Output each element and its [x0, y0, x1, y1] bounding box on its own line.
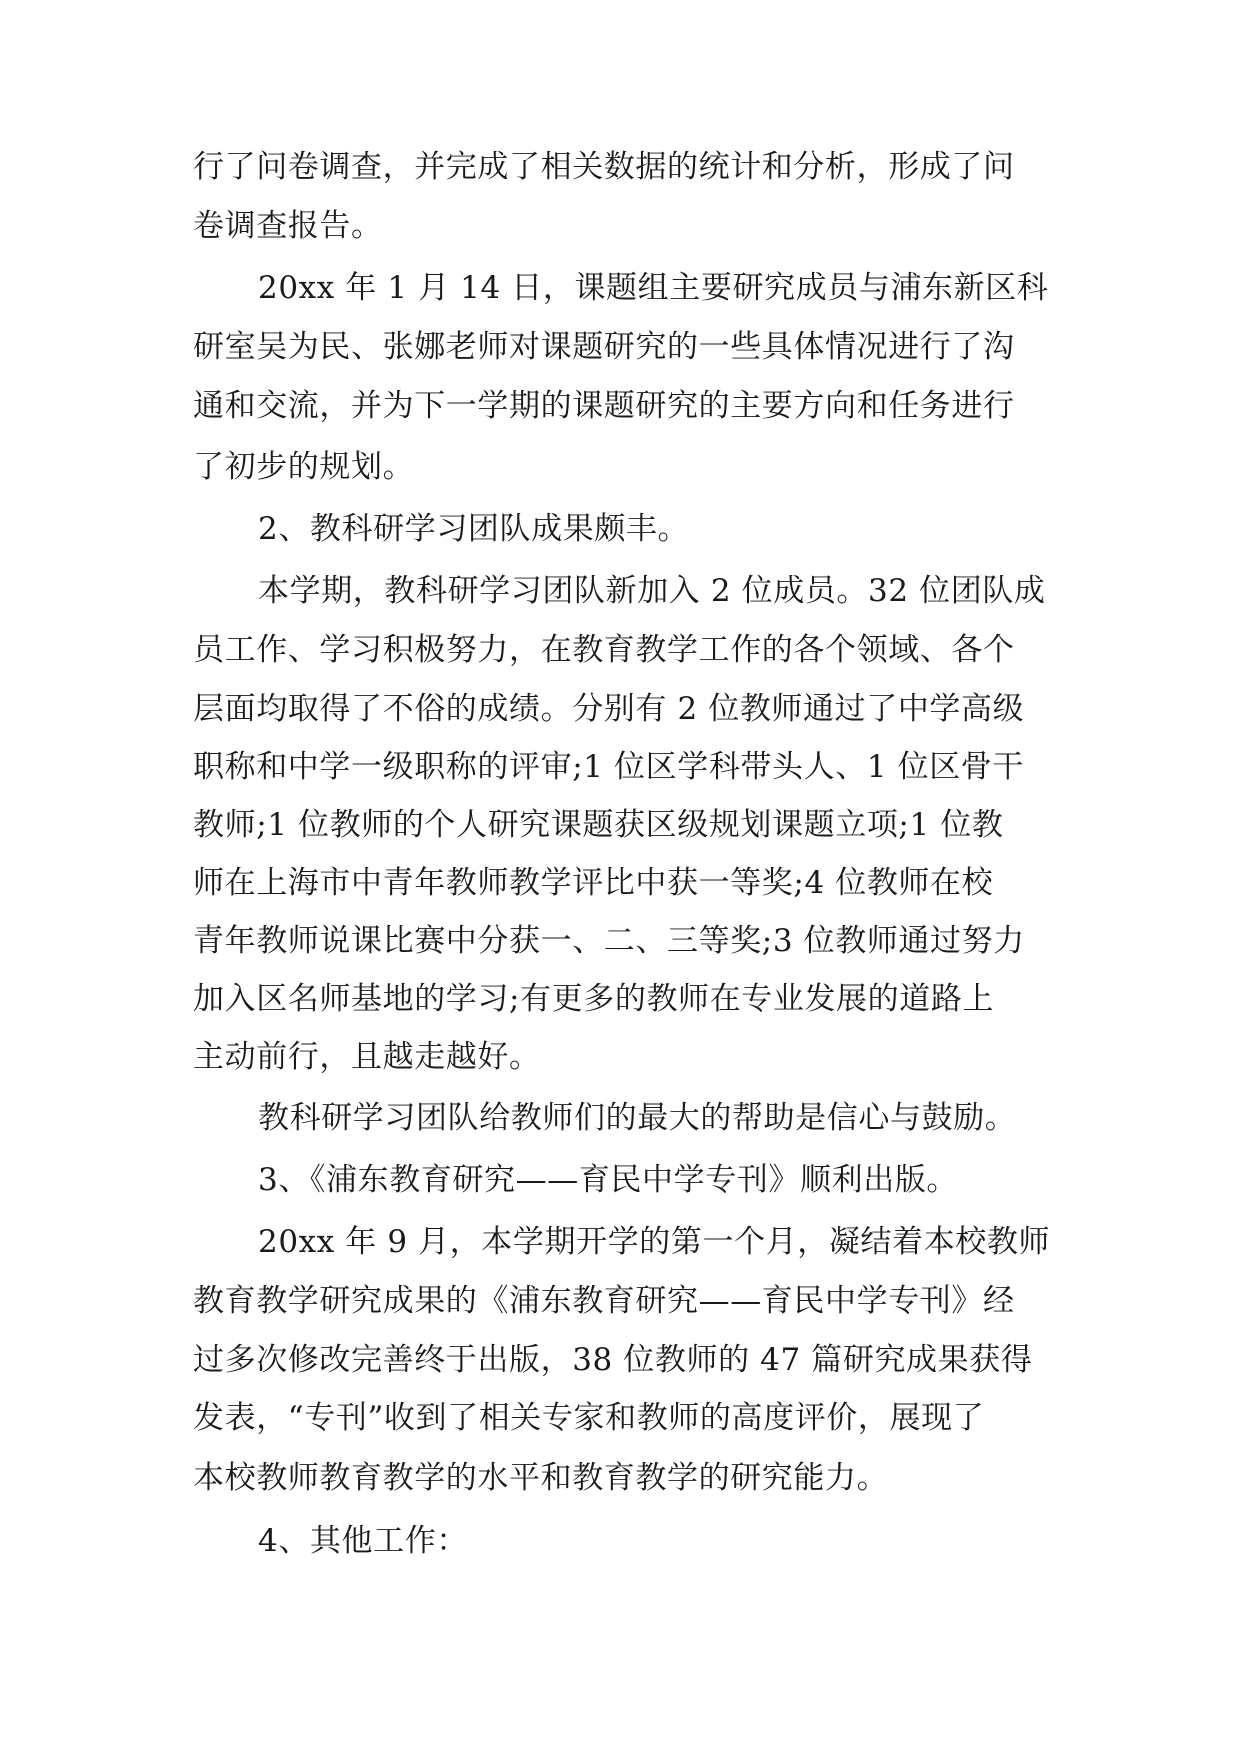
paragraph-line: 层面均取得了不俗的成绩。分别有 2 位教师通过了中学高级: [193, 691, 1025, 727]
paragraph-line: 20xx 年 1 月 14 日，课题组主要研究成员与浦东新区科: [258, 270, 1049, 306]
paragraph-line: 青年教师说课比赛中分获一、二、三等奖;3 位教师通过努力: [193, 923, 1025, 959]
paragraph-line: 师在上海市中青年教师教学评比中获一等奖;4 位教师在校: [193, 865, 994, 901]
paragraph-line: 教师;1 位教师的个人研究课题获区级规划课题立项;1 位教: [193, 807, 1004, 843]
paragraph-line: 职称和中学一级职称的评审;1 位区学科带头人、1 位区骨干: [193, 749, 1024, 785]
paragraph-line: 了初步的规划。: [193, 449, 415, 485]
paragraph-line: 卷调查报告。: [193, 208, 383, 244]
paragraph-line: 本校教师教育教学的水平和教育教学的研究能力。: [193, 1460, 889, 1496]
paragraph-line: 加入区名师基地的学习;有更多的教师在专业发展的道路上: [193, 981, 995, 1017]
paragraph-line: 过多次修改完善终于出版，38 位教师的 47 篇研究成果获得: [193, 1342, 1033, 1378]
paragraph-line: 本学期，教科研学习团队新加入 2 位成员。32 位团队成: [258, 573, 1046, 609]
paragraph-line: 20xx 年 9 月，本学期开学的第一个月，凝结着本校教师: [258, 1224, 1051, 1260]
paragraph-line: 研室吴为民、张娜老师对课题研究的一些具体情况进行了沟: [193, 329, 1015, 365]
section-heading: 3、《浦东教育研究——育民中学专刊》顺利出版。: [258, 1162, 959, 1198]
paragraph-line: 教育教学研究成果的《浦东教育研究——育民中学专刊》经: [193, 1283, 1015, 1319]
paragraph-line: 通和交流，并为下一学期的课题研究的主要方向和任务进行: [193, 388, 1015, 424]
section-heading: 2、教科研学习团队成果颇丰。: [258, 511, 690, 547]
paragraph-line: 员工作、学习积极努力，在教育教学工作的各个领域、各个: [193, 632, 1015, 668]
paragraph-line: 行了问卷调查，并完成了相关数据的统计和分析，形成了问: [193, 149, 1015, 185]
paragraph-line: 主动前行，且越走越好。: [193, 1039, 541, 1075]
section-heading: 4、其他工作：: [258, 1523, 468, 1559]
paragraph-line: 教科研学习团队给教师们的最大的帮助是信心与鼓励。: [258, 1100, 1017, 1136]
paragraph-line: 发表，“专刊”收到了相关专家和教师的高度评价，展现了: [193, 1400, 985, 1436]
